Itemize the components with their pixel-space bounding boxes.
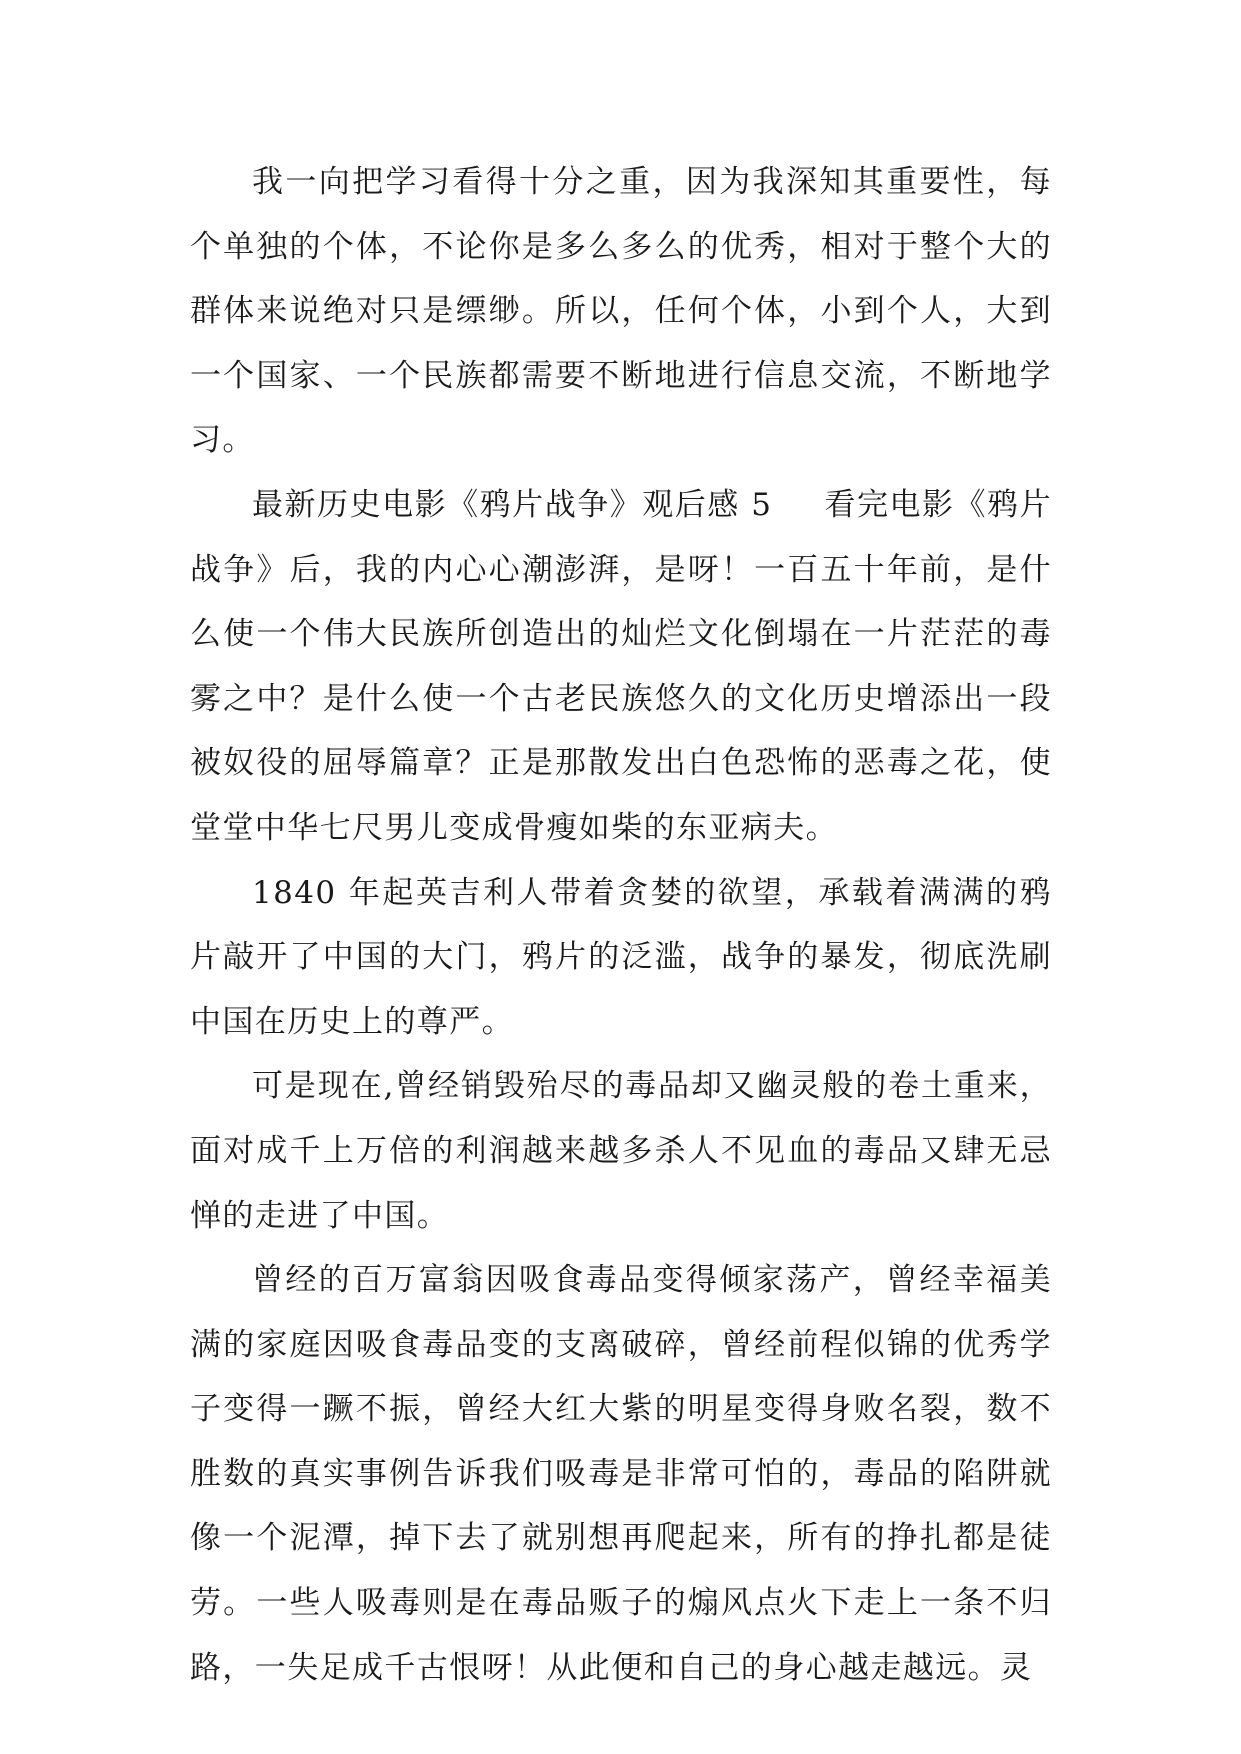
section-heading: 最新历史电影《鸦片战争》观后感 5 [252, 486, 773, 523]
paragraph-drugs-return: 可是现在,曾经销毁殆尽的毒品却又幽灵般的卷土重来，面对成千上万倍的利润越来越多杀人不见血的毒品又肆无忌惮的走进了中国。 [190, 1068, 1052, 1234]
paragraph-study: 我一向把学习看得十分之重，因为我深知其重要性，每个单独的个体，不论你是多么多么的优秀，相对于整个大的群体来说绝对只是缥缈。所以，任何个体，小到个人，大到一个国家、一个民族都需要不断地进行信息交流，不断地学习。 [190, 164, 1052, 459]
paragraph-drug-harm: 曾经的百万富翁因吸食毒品变得倾家荡产，曾经幸福美满的家庭因吸食毒品变的支离破碎，曾经前程似锦的优秀学子变得一蹶不振，曾经大红大紫的明星变得身败名裂，数不胜数的真实事例告诉我们吸毒是非常可怕的，毒品的陷阱就像一个泥潭，掉下去了就别想再爬起来，所有的挣扎都是徒劳。一些人吸毒则是在毒品贩子的煽风点火下走上一条不归路，一失足成千古恨呀！从此便和自己的身心越走越远。灵 [190, 1262, 1052, 1686]
paragraph-1840: 1840 年起英吉利人带着贪婪的欲望，承载着满满的鸦片敲开了中国的大门，鸦片的泛滥，战争的暴发，彻底洗刷中国在历史上的尊严。 [190, 874, 1052, 1040]
section-body: 看完电影《鸦片战争》后，我的内心心潮澎湃，是呀！一百五十年前，是什么使一个伟大民族所创造出的灿烂文化倒塌在一片茫茫的毒雾之中？是什么使一个古老民族悠久的文化历史增添出一段被奴役的屈辱篇章？正是那散发出白色恐怖的恶毒之花，使堂堂中华七尺男儿变成骨瘦如柴的东亚病夫。 [190, 486, 1052, 846]
paragraph-movie-review [190, 473, 1052, 861]
document-page [190, 150, 1052, 1700]
